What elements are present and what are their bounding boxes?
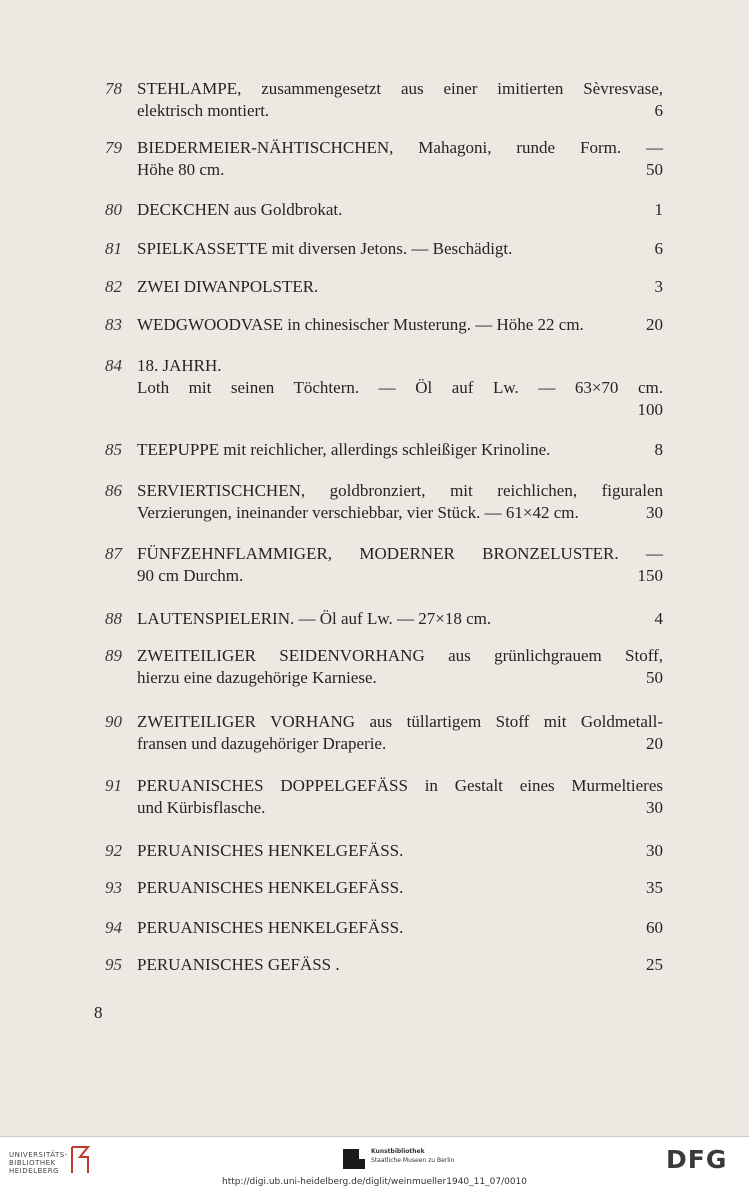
- lot-text-line: TEEPUPPE mit reichlicher, allerdings schleißiger Krinoline.: [137, 440, 551, 459]
- lot-number: 78: [105, 79, 122, 98]
- lot-description: [137, 238, 663, 260]
- dfg-logo: DFG: [666, 1145, 728, 1174]
- lot-price: 35: [646, 878, 663, 897]
- lot-description: [137, 78, 663, 122]
- lot-text-line: fransen und dazugehöriger Draperie.: [137, 734, 387, 753]
- lot-price: 50: [646, 668, 663, 687]
- lot-price: 30: [646, 503, 663, 522]
- lot-price: 4: [654, 609, 663, 628]
- lot-text-line: SPIELKASSETTE mit diversen Jetons. — Beschädigt.: [137, 239, 513, 258]
- lot-text-line: BIEDERMEIER-NÄHTISCHCHEN, Mahagoni, runde Form. —: [137, 138, 663, 157]
- lot-number: 82: [105, 277, 122, 296]
- lot-number: 81: [105, 239, 122, 258]
- lot-price: 20: [646, 734, 663, 753]
- lot-text-line: FÜNFZEHNFLAMMIGER, MODERNER BRONZELUSTER. —: [137, 544, 663, 563]
- lot-text-line: PERUANISCHES DOPPELGEFÄSS in Gestalt eines Murmeltieres: [137, 776, 663, 795]
- library-name: UNIVERSITÄTS- BIBLIOTHEK HEIDELBERG: [9, 1151, 68, 1175]
- lot-text-line: PERUANISCHES HENKELGEFÄSS.: [137, 841, 404, 860]
- lot-price: 20: [646, 315, 663, 334]
- lot-price: 30: [646, 841, 663, 860]
- lot-description: [137, 711, 663, 755]
- lot-description: [137, 199, 663, 221]
- lot-text-line: Höhe 80 cm.: [137, 160, 225, 179]
- lot-price: 150: [637, 566, 663, 585]
- lot-text-line: ZWEITEILIGER VORHANG aus tüllartigem Stoff mit Goldmetall-: [137, 712, 663, 731]
- lot-number: 85: [105, 440, 122, 459]
- kunstbibliothek-name: Kunstbibliothek Staatliche Museen zu Berlin: [371, 1148, 455, 1164]
- lot-number: 83: [105, 315, 122, 334]
- lot-description: [137, 439, 663, 461]
- lot-description: [137, 645, 663, 689]
- lot-number: 87: [105, 544, 122, 563]
- lot-text-line: 90 cm Durchm.: [137, 566, 244, 585]
- lot-description: [137, 355, 663, 421]
- lot-text-line: DECKCHEN aus Goldbrokat.: [137, 200, 343, 219]
- lot-number: 95: [105, 955, 122, 974]
- lot-description: [137, 608, 663, 630]
- lot-description: [137, 840, 663, 862]
- lot-number: 91: [105, 776, 122, 795]
- lot-description: [137, 314, 663, 336]
- lot-number: 84: [105, 356, 122, 375]
- lot-text-line: PERUANISCHES HENKELGEFÄSS.: [137, 878, 404, 897]
- lot-number: 79: [105, 138, 122, 157]
- lot-description: [137, 917, 663, 939]
- lot-price: 3: [654, 277, 663, 296]
- lot-number: 80: [105, 200, 122, 219]
- lot-text-line: WEDGWOODVASE in chinesischer Musterung. — Höhe 22 cm.: [137, 315, 584, 334]
- lot-price: 6: [654, 101, 663, 120]
- lot-price: 100: [637, 400, 663, 419]
- lot-price: 6: [654, 239, 663, 258]
- lot-text-line: SERVIERTISCHCHEN, goldbronziert, mit reichlichen, figuralen: [137, 481, 663, 500]
- lot-price: 50: [646, 160, 663, 179]
- digitization-footer: [0, 1136, 749, 1192]
- lot-text-line: 18. JAHRH.: [137, 356, 222, 375]
- lot-description: [137, 877, 663, 899]
- lot-text-line: Verzierungen, ineinander verschiebbar, vier Stück. — 61×42 cm.: [137, 503, 579, 522]
- lot-number: 94: [105, 918, 122, 937]
- lot-number: 88: [105, 609, 122, 628]
- lot-number: 86: [105, 481, 122, 500]
- lot-text-line: Loth mit seinen Töchtern. — Öl auf Lw. — 63×70 cm.: [137, 378, 663, 397]
- lot-description: [137, 480, 663, 524]
- lot-description: [137, 543, 663, 587]
- lot-description: [137, 954, 663, 976]
- lot-text-line: PERUANISCHES HENKELGEFÄSS.: [137, 918, 404, 937]
- lot-text-line: PERUANISCHES GEFÄSS .: [137, 955, 340, 974]
- lot-text-line: STEHLAMPE, zusammengesetzt aus einer imitierten Sèvresvase,: [137, 79, 663, 98]
- lot-text-line: ZWEITEILIGER SEIDENVORHANG aus grünlichgrauem Stoff,: [137, 646, 663, 665]
- lot-text-line: ZWEI DIWANPOLSTER.: [137, 277, 319, 296]
- lot-number: 93: [105, 878, 122, 897]
- lot-description: [137, 775, 663, 819]
- lot-price: 30: [646, 798, 663, 817]
- lot-price: 1: [654, 200, 663, 219]
- lot-price: 8: [654, 440, 663, 459]
- lot-text-line: LAUTENSPIELERIN. — Öl auf Lw. — 27×18 cm.: [137, 609, 492, 628]
- university-library-logo-icon: [70, 1145, 90, 1175]
- page-number: 8: [94, 1003, 103, 1022]
- lot-description: [137, 276, 663, 298]
- lot-number: 92: [105, 841, 122, 860]
- lot-description: [137, 137, 663, 181]
- source-url[interactable]: http://digi.ub.uni-heidelberg.de/diglit/weinmueller1940_11_07/0010: [221, 1177, 527, 1187]
- lot-number: 89: [105, 646, 122, 665]
- lot-price: 25: [646, 955, 663, 974]
- lot-price: 60: [646, 918, 663, 937]
- lot-text-line: und Kürbisflasche.: [137, 798, 266, 817]
- lot-text-line: elektrisch montiert.: [137, 101, 270, 120]
- lot-number: 90: [105, 712, 122, 731]
- kunstbibliothek-logo-icon: [342, 1147, 366, 1171]
- lot-text-line: hierzu eine dazugehörige Karniese.: [137, 668, 377, 687]
